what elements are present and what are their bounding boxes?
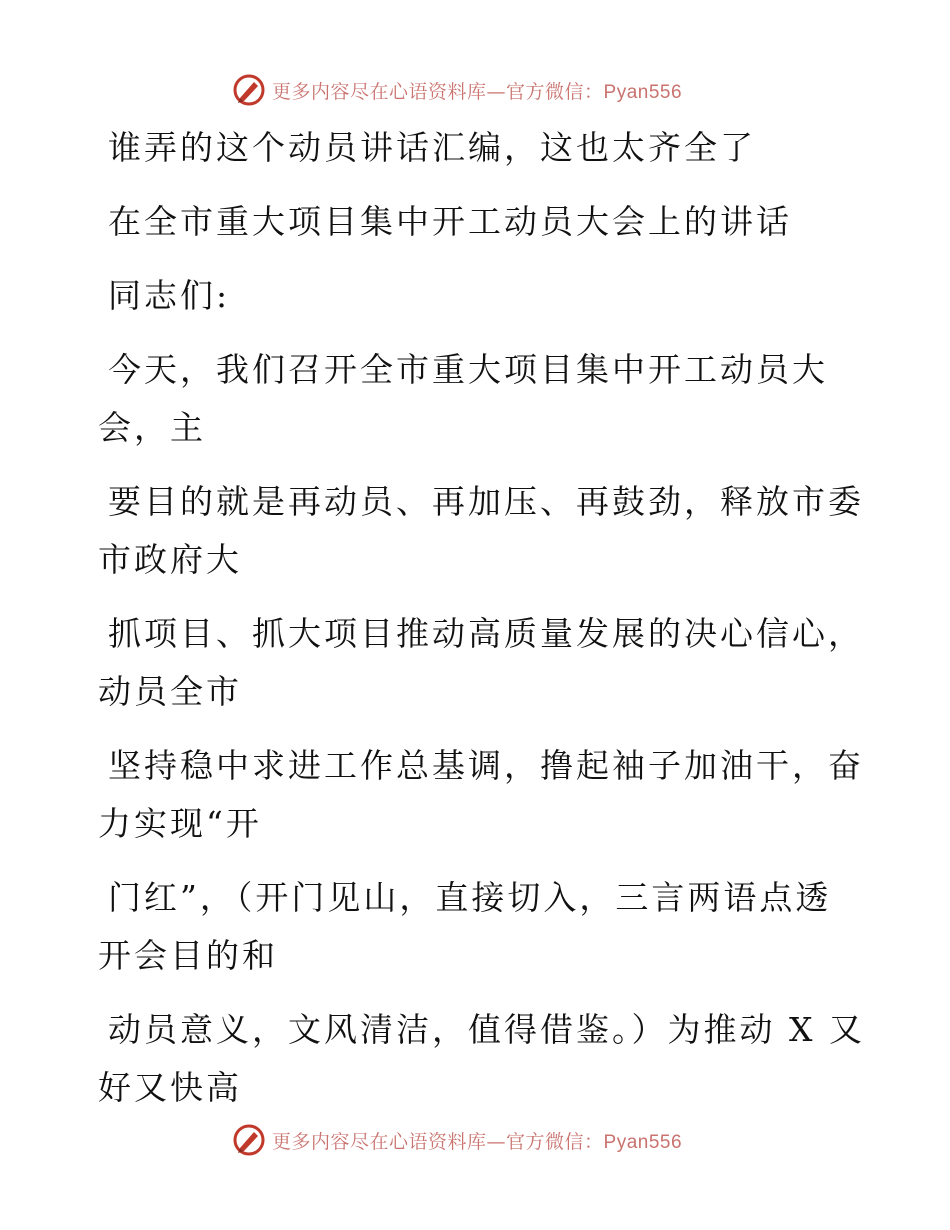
footer-watermark-banner [232, 1122, 682, 1158]
body-line-wrap: 会，主 [98, 408, 206, 447]
banner-text: 更多内容尽在心语资料库—官方微信：Pyan556 [272, 80, 683, 103]
body-line: 今天，我们召开全市重大项目集中开工动员大 [108, 350, 828, 389]
speech-title: 在全市重大项目集中开工动员大会上的讲话 [108, 202, 792, 241]
document-title: 谁弄的这个动员讲话汇编，这也太齐全了 [108, 128, 756, 167]
body-line: 坚持稳中求进工作总基调，撸起袖子加油干，奋 [108, 746, 864, 785]
wechat-id: Pyan556 [603, 81, 683, 103]
body-line: 动员意义，文风清洁，值得借鉴。）为推动 X 又 [108, 1010, 865, 1049]
body-line-wrap: 力实现“开 [98, 804, 262, 843]
banner-text: 更多内容尽在心语资料库—官方微信：Pyan556 [272, 1130, 683, 1153]
red-circle-pen-icon [232, 73, 266, 107]
wechat-id: Pyan556 [603, 1131, 683, 1153]
body-line: 抓项目、抓大项目推动高质量发展的决心信心， [108, 614, 864, 653]
red-circle-pen-icon [232, 1123, 266, 1157]
body-line-wrap: 市政府大 [98, 540, 242, 579]
body-line: 要目的就是再动员、再加压、再鼓劲，释放市委 [108, 482, 864, 521]
greeting-line: 同志们: [108, 276, 231, 315]
body-line: 门红”，（开门见山，直接切入，三言两语点透 [108, 878, 832, 917]
body-line-wrap: 动员全市 [98, 672, 242, 711]
body-line-wrap: 开会目的和 [98, 936, 278, 975]
body-line-wrap: 好又快高 [98, 1068, 242, 1107]
header-watermark-banner [232, 72, 682, 108]
